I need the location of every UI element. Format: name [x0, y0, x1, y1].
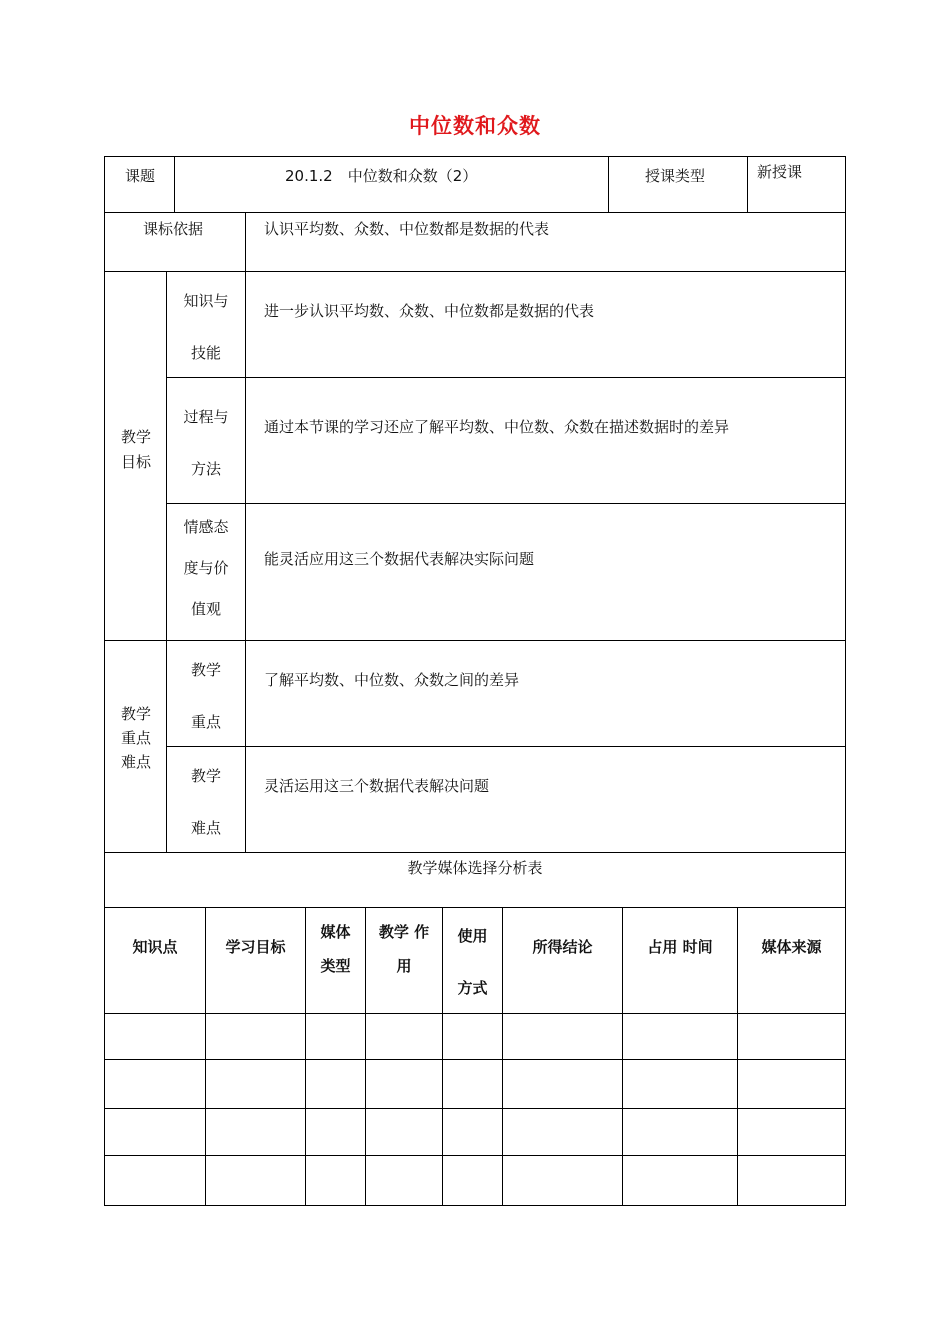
- topic-value: 20.1.2 中位数和众数（2）: [285, 167, 478, 185]
- col-header-teaching-role: 教学 作 用: [378, 923, 430, 975]
- media-table-title: 教学媒体选择分析表: [407, 859, 543, 877]
- standard-value: 认识平均数、众数、中位数都是数据的代表: [264, 220, 550, 238]
- lesson-type-label: 授课类型: [645, 167, 706, 185]
- row-divider: [105, 1059, 845, 1060]
- col-divider: [245, 212, 246, 852]
- page-title: 中位数和众数: [409, 114, 541, 138]
- objective-process-text: 通过本节课的学习还应了解平均数、中位数、众数在描述数据时的差异: [264, 418, 730, 436]
- col-header-source: 媒体来源: [761, 938, 822, 956]
- col-divider: [608, 157, 609, 212]
- key-point-difficulty-text: 灵活运用这三个数据代表解决问题: [264, 777, 490, 795]
- col-divider: [174, 157, 175, 212]
- objective-attitude-label: 情感态 度与价 值观: [183, 518, 229, 618]
- standard-label: 课标依据: [143, 220, 204, 238]
- col-header-usage: 使用 方式: [457, 927, 488, 997]
- row-divider: [166, 746, 845, 747]
- lesson-type-value: 新授课: [757, 163, 803, 181]
- col-header-knowledge-point: 知识点: [132, 938, 178, 956]
- objective-knowledge-text: 进一步认识平均数、众数、中位数都是数据的代表: [264, 302, 595, 320]
- col-header-conclusion: 所得结论: [532, 938, 593, 956]
- row-divider: [105, 271, 845, 272]
- row-divider: [105, 1155, 845, 1156]
- key-point-focus-label: 教学 重点: [190, 661, 221, 731]
- col-divider: [747, 157, 748, 212]
- lesson-plan-table: [104, 156, 846, 1206]
- row-divider: [166, 503, 845, 504]
- key-point-difficulty-label: 教学 难点: [190, 767, 221, 837]
- row-divider: [105, 1108, 845, 1109]
- row-divider: [105, 212, 845, 213]
- objective-attitude-text: 能灵活应用这三个数据代表解决实际问题: [264, 550, 535, 568]
- row-divider: [105, 640, 845, 641]
- col-header-time: 占用 时间: [647, 938, 713, 956]
- row-divider: [166, 377, 845, 378]
- key-point-focus-text: 了解平均数、中位数、众数之间的差异: [264, 671, 520, 689]
- col-header-learning-goal: 学习目标: [225, 938, 286, 956]
- objectives-label: 教学 目标: [121, 428, 152, 471]
- row-divider: [105, 907, 845, 908]
- topic-label: 课题: [125, 167, 156, 185]
- col-header-media-type: 媒体 类型: [320, 923, 351, 975]
- key-points-label: 教学 重点 难点: [121, 705, 152, 771]
- objective-knowledge-label: 知识与 技能: [183, 292, 229, 362]
- objective-process-label: 过程与 方法: [183, 408, 229, 478]
